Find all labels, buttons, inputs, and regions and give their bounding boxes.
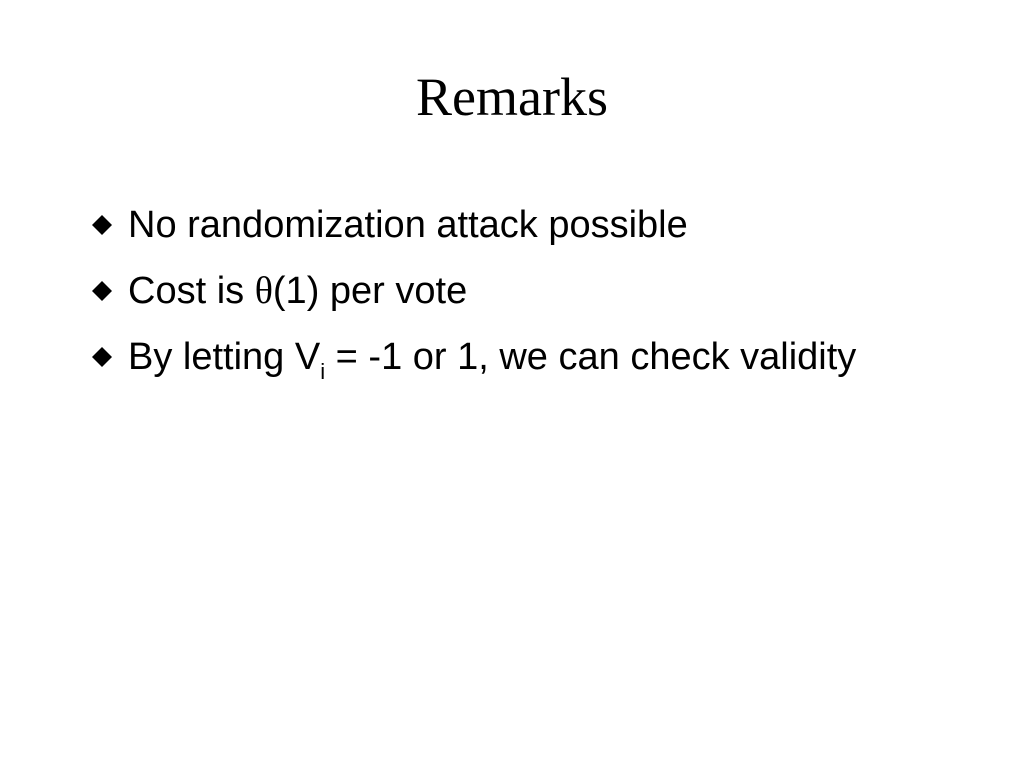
diamond-bullet-icon: [92, 347, 112, 367]
bullet-text-after-symbol: (1) per vote: [272, 270, 468, 312]
diamond-bullet-icon: [92, 215, 112, 235]
bullet-item-cost: [90, 264, 910, 318]
bullet-text-after-subscript: = -1 or 1, we can check validity: [325, 336, 857, 378]
theta-symbol: θ: [254, 270, 273, 312]
bullet-text-before-symbol: Cost is: [128, 270, 255, 312]
slide-title: Remarks: [416, 67, 608, 127]
diamond-bullet-icon: [92, 281, 112, 301]
bullet-list: [90, 198, 910, 396]
bullet-text-before-subscript: By letting V: [128, 336, 321, 378]
bullet-item-validity: [90, 330, 910, 384]
bullet-text: No randomization attack possible: [128, 204, 688, 246]
subscript-i: i: [320, 359, 326, 384]
bullet-item-no-randomization: [90, 198, 910, 252]
